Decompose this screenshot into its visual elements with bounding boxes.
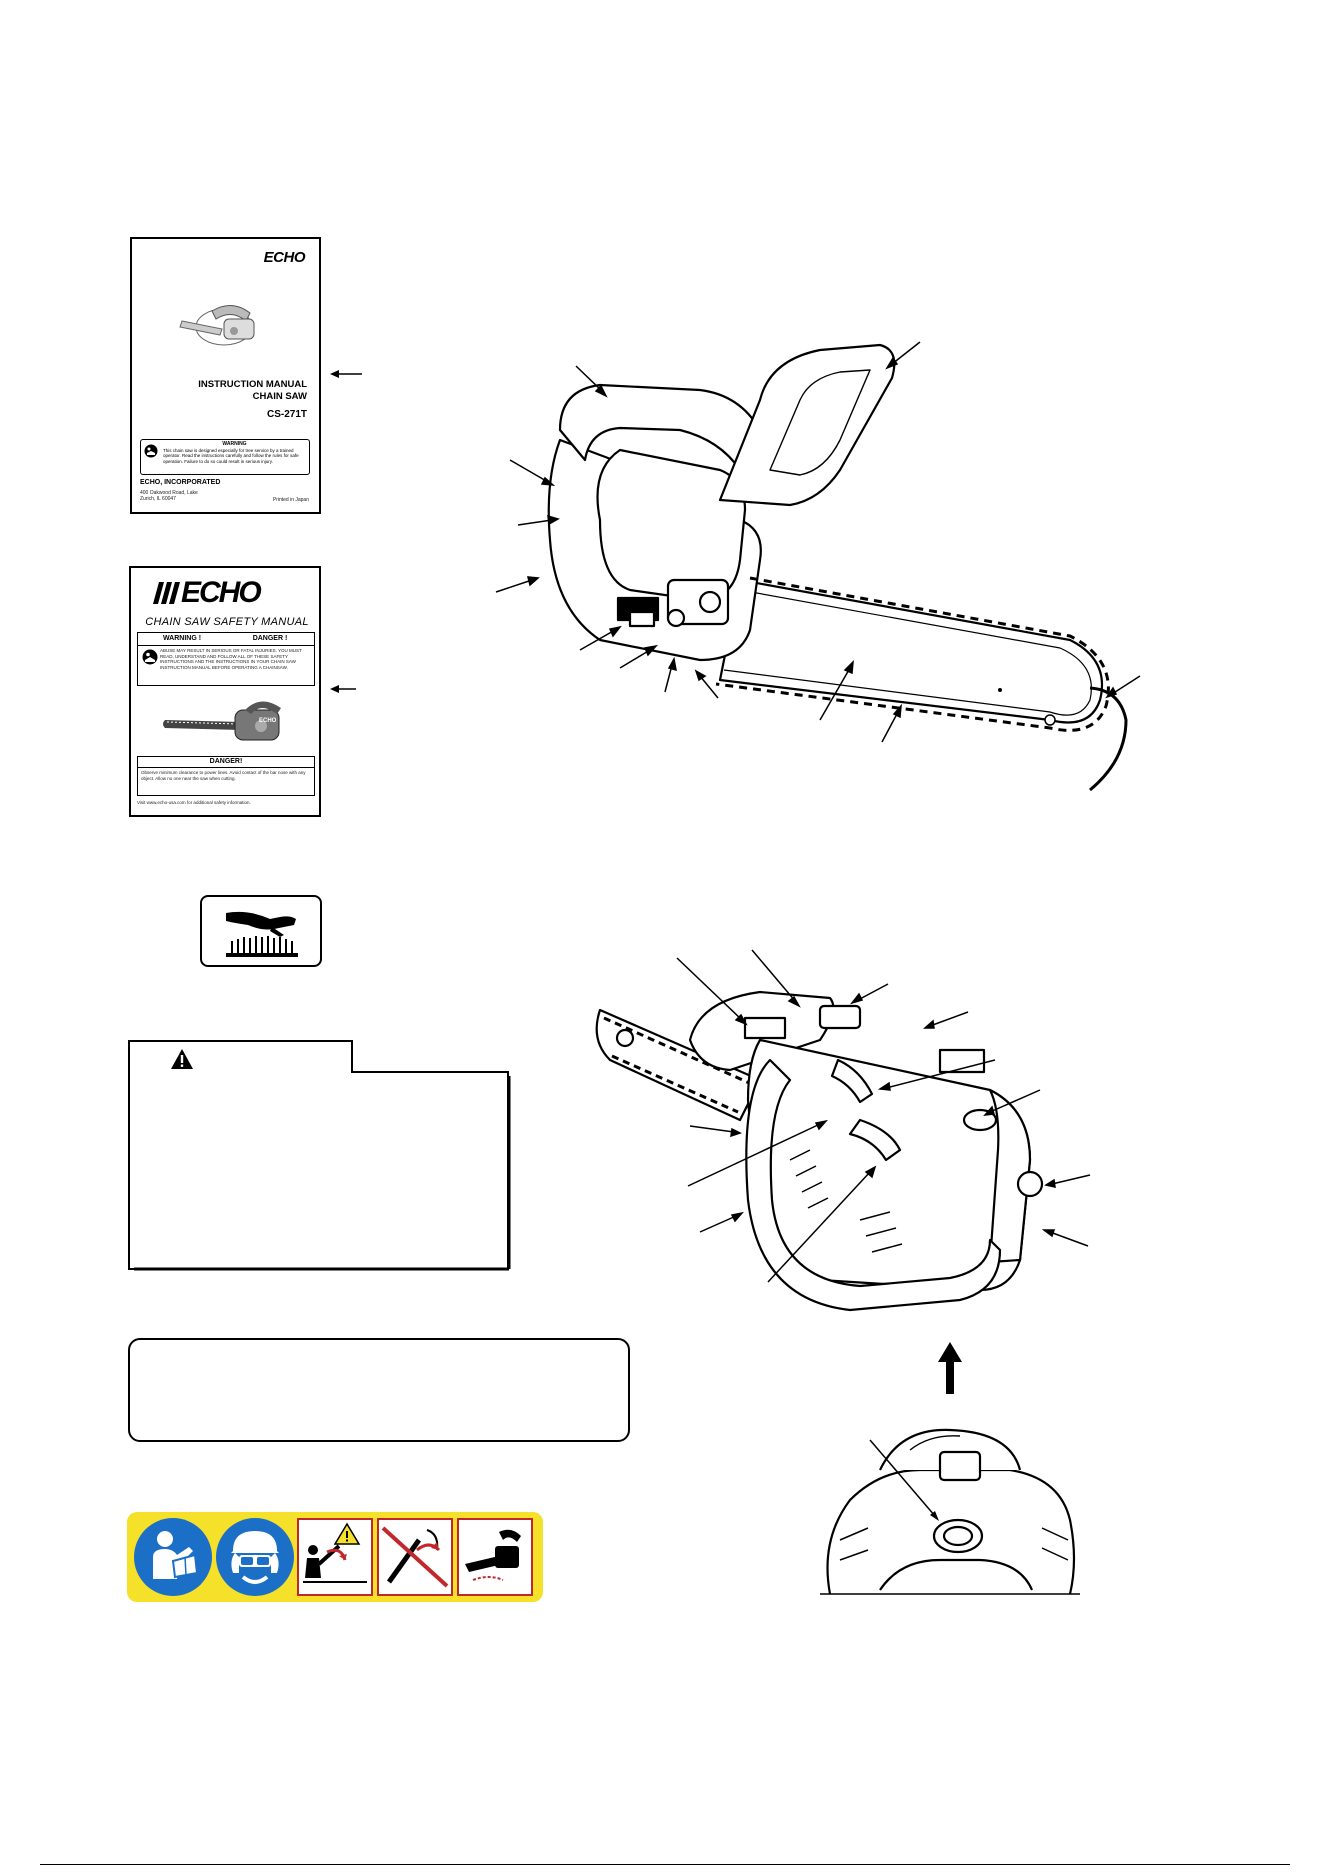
- safety-footer-text: Visit www.echo-usa.com for additional safety information.: [137, 800, 251, 805]
- echo-logo: ECHO: [263, 249, 305, 266]
- manual-footer: Printed in Japan: [272, 497, 309, 503]
- manual-company-address: 400 Oakwood Road, Lake Zurich, IL 60047: [140, 490, 198, 502]
- safety-danger-heading: DANGER!: [138, 757, 314, 768]
- safety-manual-title: CHAIN SAW SAFETY MANUAL: [145, 616, 309, 628]
- safety-warning-label: WARNING !: [162, 635, 202, 642]
- manual-warning-text: This chain saw is designed especially for tree service by a trained operator. Read the instructions carefully and follow the rules for safe operation. Failure to do so could result in serious injury.: [163, 447, 299, 464]
- manual-title-line2: CHAIN SAW: [252, 391, 307, 402]
- footer-rule: [40, 1864, 1290, 1865]
- manual-title-line1: INSTRUCTION MANUAL: [198, 379, 307, 390]
- safety-danger-text: Observe minimum clearance to power lines. Avoid contact of the bar nose with any object. Allow no one near the saw when cutting.: [141, 770, 306, 781]
- svg-text:ECHO: ECHO: [259, 718, 277, 724]
- safety-warning-text: ABUSE MAY RESULT IN SERIOUS OR FATAL INJURIES. YOU MUST READ, UNDERSTAND AND FOLLOW ALL OF THESE SAFETY INSTRUCTIONS AND THE INSTRUCTIONS IN YOUR CHAIN SAW INSTRUCTION MANUAL BEFORE OPERATING A CHAINSAW.: [160, 648, 302, 670]
- safety-brand: ECHO: [181, 576, 260, 609]
- manual-model: CS-271T: [266, 409, 307, 420]
- manual-company: ECHO, INCORPORATED: [140, 479, 221, 486]
- safety-danger-label: DANGER !: [252, 635, 288, 642]
- manual-warning-heading: WARNING: [222, 441, 247, 447]
